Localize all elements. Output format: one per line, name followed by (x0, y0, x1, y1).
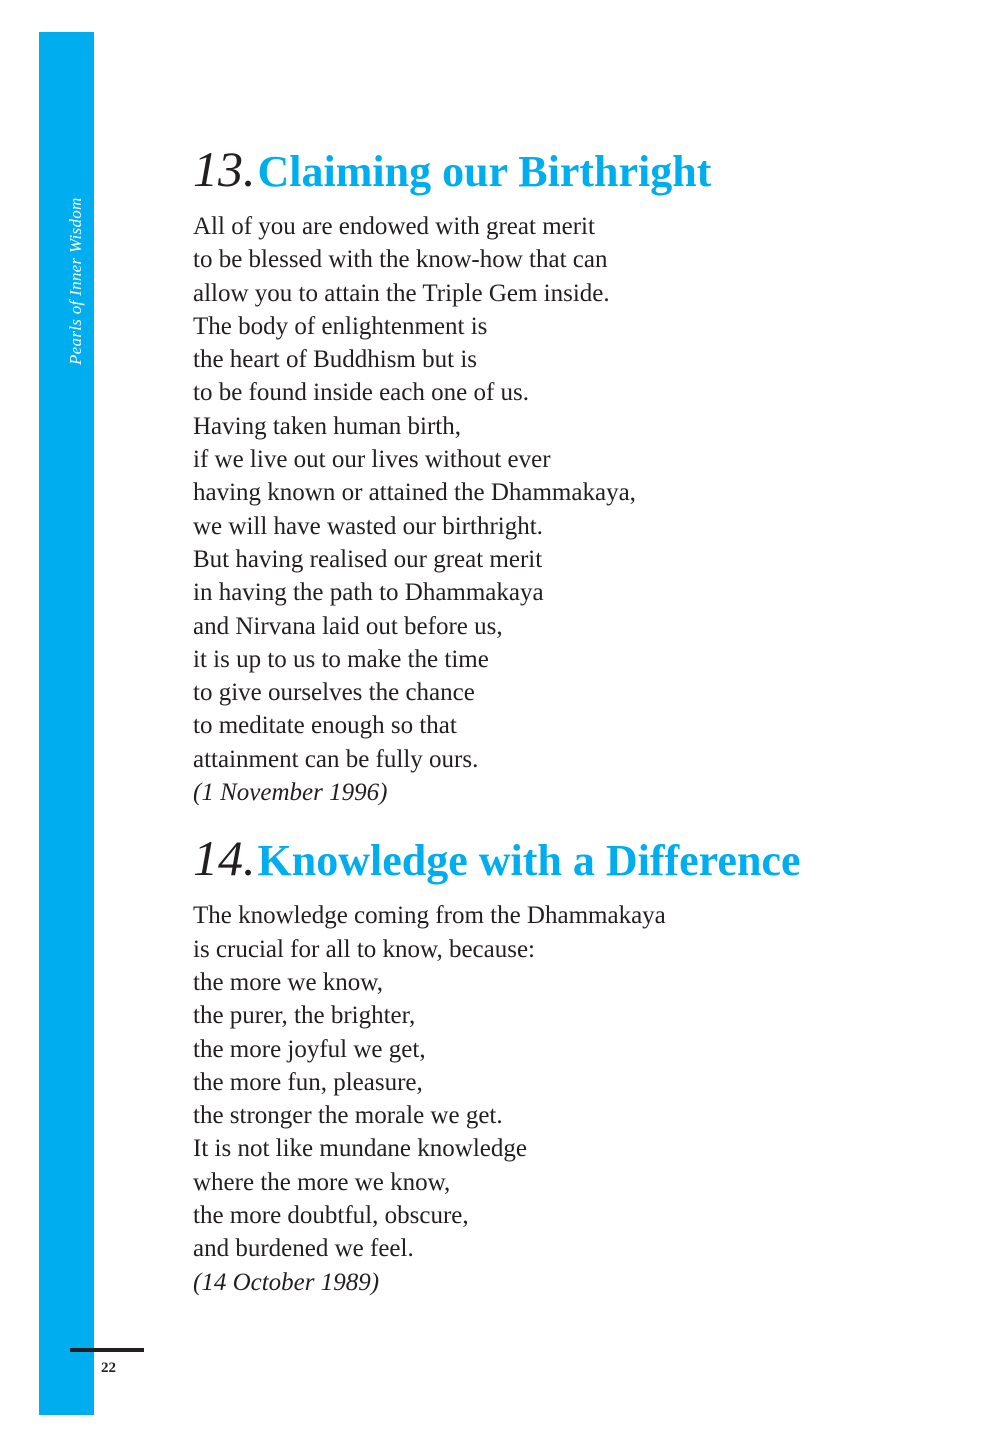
running-title: Pearls of Inner Wisdom (66, 197, 85, 365)
poem-line: we will have wasted our birthright. (193, 512, 543, 540)
section-heading (193, 140, 973, 206)
poem-line: is crucial for all to know, because: (193, 935, 536, 963)
poem-line: and Nirvana laid out before us, (193, 612, 503, 640)
poem-line: Having taken human birth, (193, 412, 461, 440)
poem-line: the heart of Buddhism but is (193, 346, 477, 374)
poem-line: if we live out our lives without ever (193, 446, 551, 474)
poem-line: It is not like mundane knowledge (193, 1135, 527, 1163)
poem-line: to give ourselves the chance (193, 679, 475, 707)
poem-line: to be blessed with the know-how that can (193, 246, 608, 274)
page-number-rule (70, 1348, 144, 1352)
poem-line: having known or attained the Dhammakaya, (193, 479, 636, 507)
section-date: (14 October 1989) (193, 1268, 380, 1296)
poem-line: allow you to attain the Triple Gem inside. (193, 279, 610, 307)
poem-text (193, 210, 973, 776)
poem-line: the more fun, pleasure, (193, 1068, 423, 1096)
section-14 (193, 829, 973, 1299)
poem-line: All of you are endowed with great merit (193, 213, 595, 240)
poem-line: the purer, the brighter, (193, 1002, 416, 1030)
section-title: Knowledge with a Difference (257, 836, 801, 886)
poem-line: to be found inside each one of us. (193, 379, 530, 407)
poem-line: the stronger the morale we get. (193, 1102, 503, 1130)
page-content (193, 140, 973, 1299)
poem-line: where the more we know, (193, 1168, 451, 1196)
poem-line: the more joyful we get, (193, 1035, 426, 1063)
poem-line: The knowledge coming from the Dhammakaya (193, 902, 666, 930)
section-13 (193, 140, 973, 809)
section-heading (193, 829, 973, 895)
page-number: 22 (101, 1360, 116, 1376)
poem-line: the more doubtful, obscure, (193, 1202, 469, 1230)
poem-line: in having the path to Dhammakaya (193, 579, 544, 607)
poem-line: The body of enlightenment is (193, 312, 488, 340)
section-number: 14. (193, 830, 256, 887)
poem-line: attainment can be fully ours. (193, 745, 479, 773)
section-title: Claiming our Birthright (257, 147, 712, 196)
poem-line: But having realised our great merit (193, 545, 543, 573)
poem-text (193, 899, 973, 1265)
poem-line: to meditate enough so that (193, 712, 457, 740)
poem-line: and burdened we feel. (193, 1235, 414, 1263)
poem-line: the more we know, (193, 968, 383, 996)
section-number: 13. (193, 141, 256, 197)
poem-line: it is up to us to make the time (193, 645, 489, 673)
section-date: (1 November 1996) (193, 779, 388, 807)
